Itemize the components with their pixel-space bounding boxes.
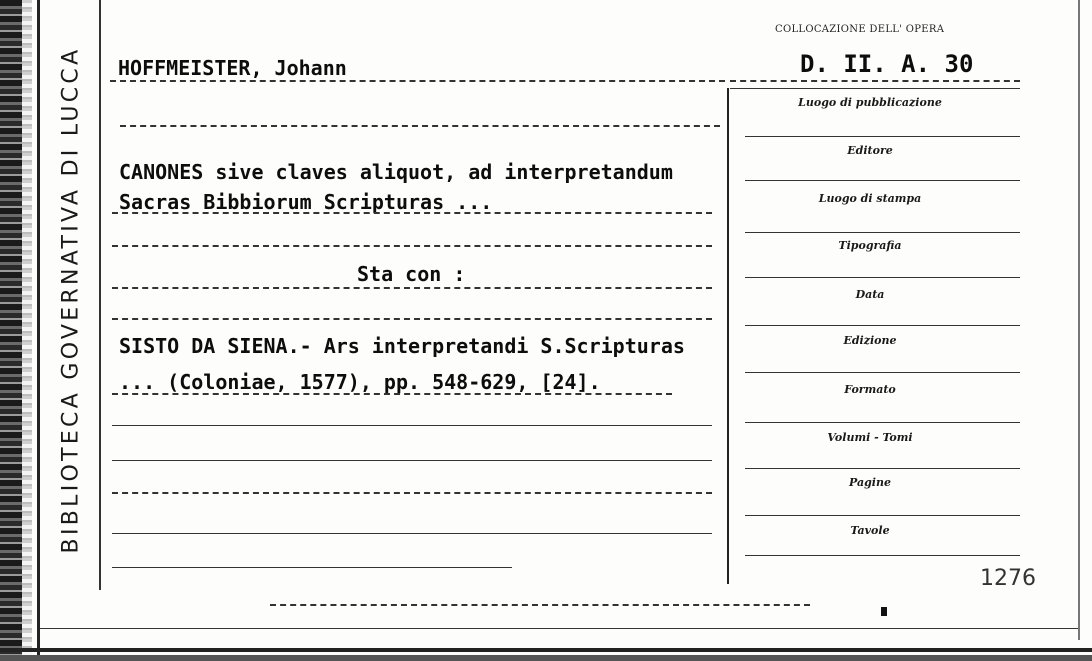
field-pages: Pagine [849,476,891,489]
rule [745,277,1020,278]
rule [112,492,712,494]
strip-border [37,0,40,661]
margin-rule [99,0,101,590]
card-bottom-edge [0,648,1092,652]
rule [112,245,712,247]
binding-strip-inner [22,0,32,661]
field-volumes: Volumi - Tomi [827,431,913,444]
related-line-2: ... (Coloniae, 1577), pp. 548-629, [24]. [119,370,601,394]
library-stamp [46,10,96,590]
card-bottom-shadow [0,655,1092,661]
rule [120,125,720,127]
title-line-1: CANONES sive claves aliquot, ad interpretandum [119,160,673,184]
rule [745,136,1020,137]
field-plates: Tavole [850,524,890,537]
rule [112,393,672,395]
library-stamp-text: BIBLIOTECA GOVERNATIVA DI LUCCA [58,46,84,554]
rule [112,460,712,461]
rule [112,567,512,568]
field-format: Formato [844,383,896,396]
handwritten-number: 1276 [980,566,1036,591]
rule [745,555,1020,556]
card-right-edge [1078,0,1080,640]
field-edition: Edizione [843,334,897,347]
rule [745,372,1020,373]
rule [112,425,712,426]
field-printer: Tipografia [838,239,902,252]
rule [745,180,1020,181]
rule [110,80,725,82]
field-date: Data [855,288,885,301]
rule [40,628,1080,629]
rule [730,80,1020,82]
rule [745,422,1020,423]
bound-with-label: Sta con : [357,262,466,286]
binding-strip [0,0,22,661]
rule [730,88,1020,89]
author-line: HOFFMEISTER, Johann [118,56,347,80]
ink-mark [881,607,887,616]
field-publisher: Editore [847,144,893,157]
rule [745,232,1020,233]
title-line-2: Sacras Bibbiorum Scripturas ... [119,190,493,214]
related-line-1: SISTO DA SIENA.- Ars interpretandi S.Scripturas [119,334,685,358]
rule [112,533,712,534]
rule [745,515,1020,516]
rule [112,318,712,320]
field-place-of-publication: Luogo di pubblicazione [798,96,942,109]
rule [745,468,1020,469]
rule [112,212,712,214]
call-number: D. II. A. 30 [800,50,974,78]
rule [112,287,712,289]
rule [270,604,810,606]
rule [745,325,1020,326]
location-label: COLLOCAZIONE DELL' OPERA [775,24,945,35]
field-place-of-printing: Luogo di stampa [818,192,922,205]
